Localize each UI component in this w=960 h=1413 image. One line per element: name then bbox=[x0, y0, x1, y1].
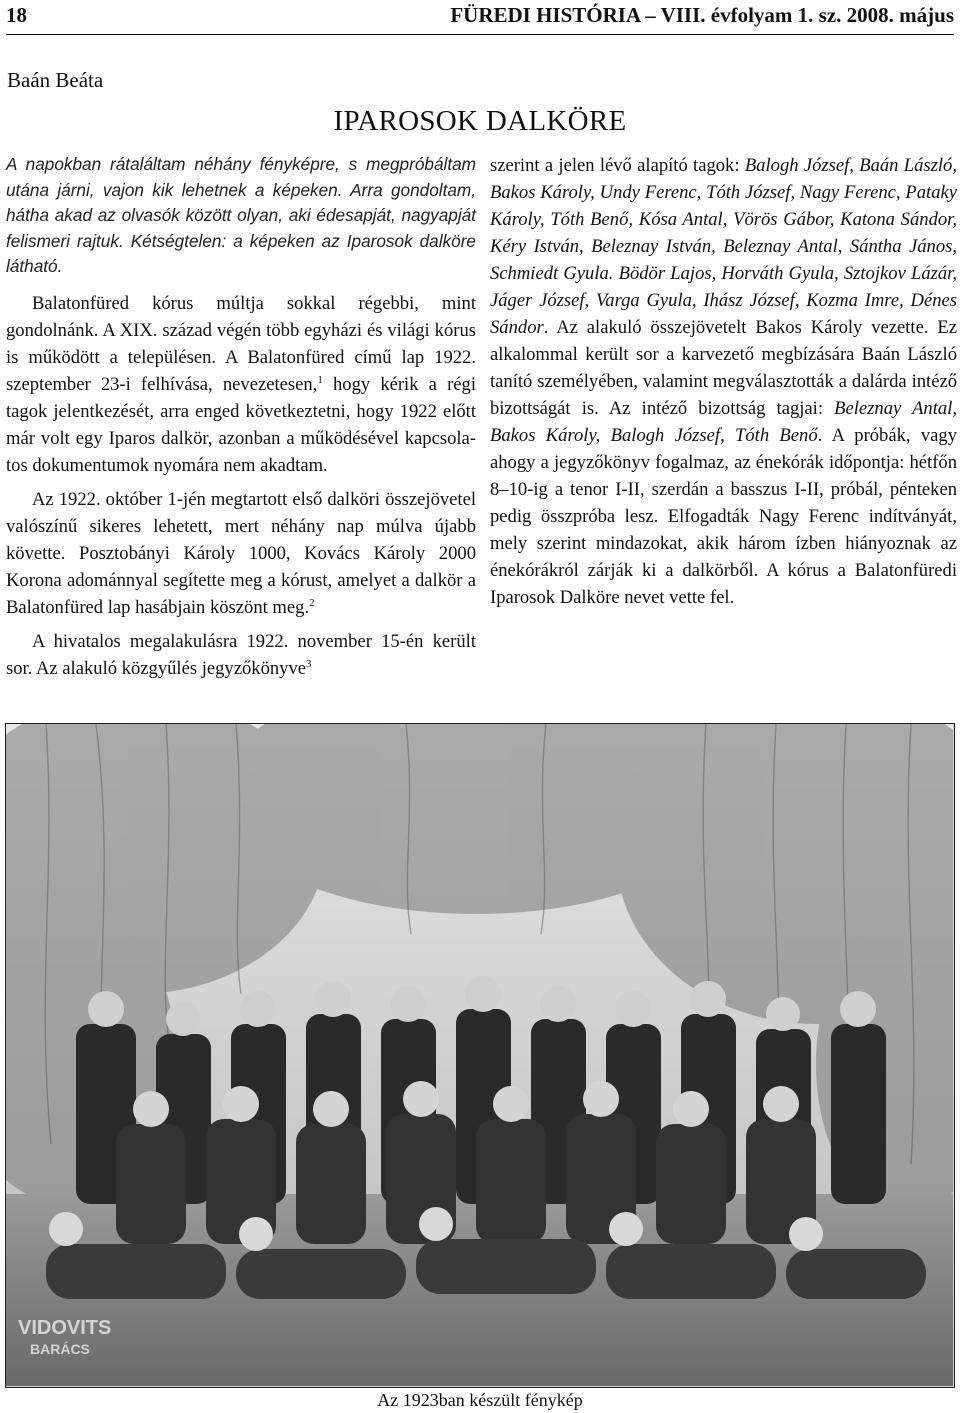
watermark-line-1: VIDOVITS bbox=[18, 1317, 112, 1339]
footnote-ref-3: 3 bbox=[306, 657, 312, 670]
footnote-ref-1: 1 bbox=[317, 373, 323, 386]
intro-paragraph: A napokban rátaláltam néhány fényképre, s megpróbáltam utána járni, vajon kik lehetnek a képeken. Arra gondoltam, hátha akad az olvasók között olyan, aki édesapját, nagyapját felismeri rajtuk. Kétségtelen: a képeken az Iparosok dalköre látható. bbox=[6, 154, 476, 277]
paragraph-2-text: Az 1922. október 1-jén megtartott első dalköri összejövetel valószínű sikeres lehetett, mert néhány nap múlva újabb követte. Posztobányi Károly 1000, Kovács Károly 2000 Korona adománnyal segítette meg a kórust, amelyet a dalkör a Balatonfüred lap hasábjain köszönt meg. bbox=[6, 488, 476, 618]
article-author: Baán Beáta bbox=[7, 68, 104, 92]
page-header bbox=[6, 0, 954, 35]
paragraph-1-text: Balatonfüred kórus múltja sokkal régebbi, mint gondolnánk. A XIX. század végén több egyházi és világi kórus is működött a településen. A Balatonfüred című lap 1922. szeptember 23-i felhívása, nevezetesen, bbox=[6, 292, 476, 395]
paragraph-1 bbox=[6, 290, 476, 479]
paragraph-1-text-b: hogy kérik a régi tagok jelentkezését, arra enged következtetni, hogy 1922 előtt már volt egy Iparos dalkör, azonban a működésével kapcsolatos dokumentumok nyomára nem akadtam. bbox=[6, 373, 476, 476]
group-photo bbox=[5, 723, 955, 1388]
footnote-ref-2: 2 bbox=[309, 596, 315, 609]
paragraph-4-text-c: . A próbák, vagy ahogy a jegyzőkönyv fogalmaz, az énekórák időpontja: hétfőn 8–10-ig a tenor I-II, szerdán a basszus I-II, próbál, pénteken pedig összpróba lesz. Elfogadták Nagy Ferenc indítványát, mely szerint mindazokat, akik három ízben hiányoznak az énekórákról zárják ki a dalkörből. A kórus a Balatonfüredi Iparosok Dalköre nevet vette fel. bbox=[490, 425, 957, 608]
paragraph-4-text-a: szerint a jelen lévő alapító tagok: bbox=[490, 155, 745, 176]
right-column bbox=[490, 152, 957, 611]
left-column bbox=[6, 152, 476, 682]
watermark-line-2: BARÁCS bbox=[30, 1341, 90, 1357]
page-number: 18 bbox=[6, 3, 27, 27]
article-title: IPAROSOK DALKÖRE bbox=[333, 105, 627, 137]
paragraph-3-text: A hivatalos megalakulásra 1922. november 15-én került sor. Az alakuló közgyűlés jegyzőkönyve bbox=[6, 630, 476, 679]
group-photo-drawing bbox=[6, 724, 953, 1386]
founding-members-names: Balogh József, Baán László, Bakos Károly, Undy Ferenc, Tóth József, Nagy Ferenc, Pataky Károly, Tóth Benő, Kósa Antal, Vörös Gábor, Katona Sándor, Kéry István, Beleznay István, Beleznay Antal, Sántha János, Schmiedt Gyula. Bödör Lajos, Horváth Gyula, Sztojkov Lázár, Jáger József, Varga Gyula, Ihász József, Kozma Imre, Dénes Sándor bbox=[490, 155, 957, 338]
paragraph-4 bbox=[490, 152, 957, 611]
paragraph-3 bbox=[6, 628, 476, 682]
photo-caption: Az 1923ban készült fénykép bbox=[377, 1390, 583, 1410]
paragraph-4-text-b: . Az alakuló összejövetelt Bakos Károly vezette. Ez alkalommal került sor a karvezető megbízására Baán László tanító személyében, valamint megválasztották a dalárda intéző bizottságát is. Az intéző bizottság tagjai: bbox=[490, 317, 957, 419]
committee-members-names: Beleznay Antal, Bakos Károly, Balogh József, Tóth Benő bbox=[490, 398, 958, 446]
paragraph-2 bbox=[6, 486, 476, 621]
running-head: FÜREDI HISTÓRIA – VIII. évfolyam 1. sz. 2008. május bbox=[450, 3, 954, 27]
